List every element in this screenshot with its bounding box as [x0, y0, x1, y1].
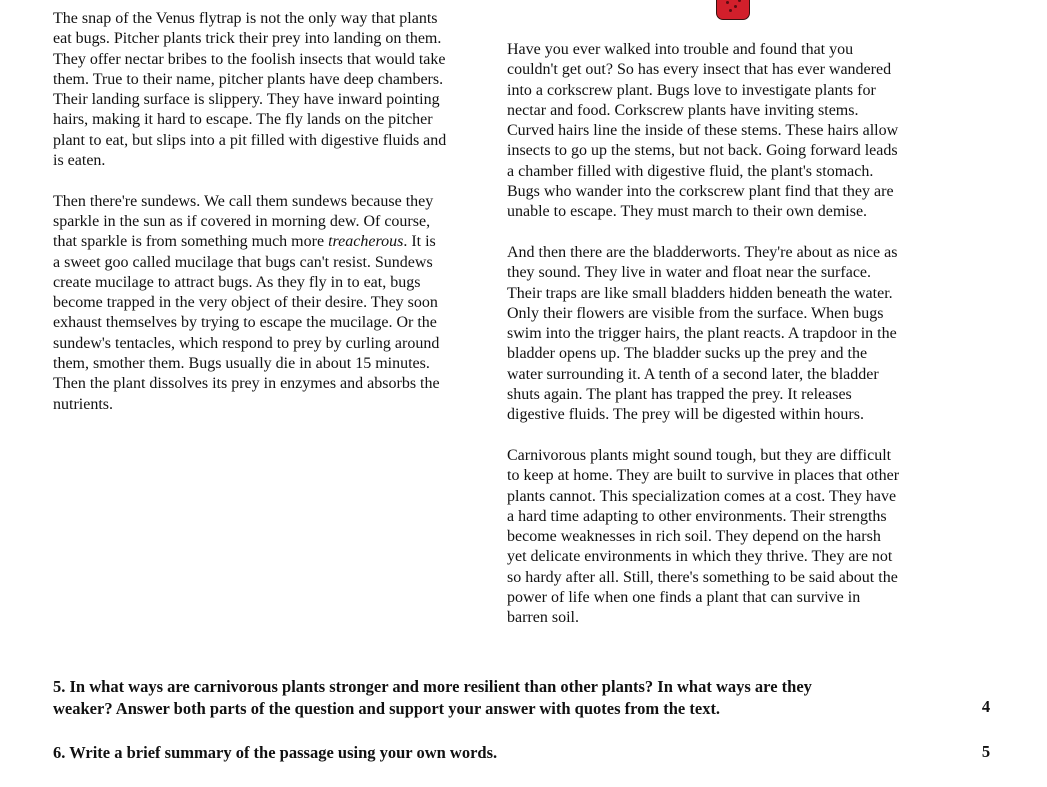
text-line: create mucilage to attract bugs. As they fly in to eat, bugs [53, 273, 421, 291]
italic-word: treacherous [328, 233, 404, 251]
conclusion-paragraph [507, 446, 947, 629]
text-line: Then there're sundews. We call them sundews because they [53, 192, 434, 210]
text-line: water surrounding it. A tenth of a second later, the bladder [507, 365, 879, 383]
text-line: Bugs who wander into the corkscrew plant find that they are [507, 183, 894, 201]
question-5-line-2: weaker? Answer both parts of the question and support your answer with quotes from the text. [53, 698, 721, 718]
text-line: Have you ever walked into trouble and found that you [507, 41, 854, 58]
corkscrew-plants-paragraph [507, 40, 947, 223]
carnivorous-plant-illustration-icon [716, 0, 750, 20]
text-line: become weaknesses in rich soil. They depend on the harsh [507, 528, 881, 546]
question-6 [53, 742, 497, 764]
text-line: Carnivorous plants might sound tough, but they are difficult [507, 446, 892, 464]
text-line: plant to eat, but slips into a pit filled with digestive fluids and [53, 131, 447, 149]
question-6-line-1: 6. Write a brief summary of the passage using your own words. [53, 743, 498, 762]
text-line: Then the plant dissolves its prey in enzymes and absorbs the [53, 375, 440, 393]
text-line [53, 232, 493, 252]
pitcher-plants-paragraph [53, 9, 493, 171]
question-5-line-1: 5. In what ways are carnivorous plants stronger and more resilient than other plants? In what ways are they [53, 677, 812, 696]
text-line: digestive fluids. The prey will be digested within hours. [507, 406, 864, 424]
text-line: become trapped in the very object of their desire. They soon [53, 294, 438, 312]
text-line: And then there are the bladderworts. They're about as nice as [507, 243, 898, 261]
text-line: insects to go up the stems, but not back. Going forward leads [507, 142, 898, 160]
text-line: into a corkscrew plant. Bugs love to investigate plants for [507, 81, 876, 99]
text-line: exhaust themselves by trying to escape the mucilage. Or the [53, 314, 437, 332]
text-line: swim into the trigger hairs, the plant reacts. A trapdoor in the [507, 325, 897, 343]
text-line: nectar and food. Corkscrew plants have inviting stems. [507, 101, 859, 119]
text-line: barren soil. [507, 609, 579, 627]
text-line: them, smother them. Bugs usually die in about 15 minutes. [53, 355, 430, 373]
text-line: Their landing surface is slippery. They have inward pointing [53, 91, 440, 109]
text-line: unable to escape. They must march to their own demise. [507, 203, 868, 221]
text-line: is eaten. [53, 152, 106, 170]
text-segment: . It is [403, 233, 436, 251]
text-line: The snap of the Venus flytrap is not the only way that plants [53, 10, 438, 27]
text-line: they sound. They live in water and float near the surface. [507, 264, 872, 282]
text-line: shuts again. The plant has trapped the prey. It releases [507, 386, 852, 404]
text-line: nutrients. [53, 395, 113, 413]
text-line: them. True to their name, pitcher plants have deep chambers. [53, 70, 444, 88]
text-line: to keep at home. They are built to survive in places that other [507, 467, 900, 485]
text-segment: that sparkle is from something much more [53, 233, 329, 251]
question-6-points: 5 [981, 742, 991, 761]
text-line: plants cannot. This specialization comes at a cost. They have [507, 487, 897, 505]
text-line: eat bugs. Pitcher plants trick their prey into landing on them. [53, 30, 442, 48]
text-line: bladder opens up. The bladder sucks up the prey and the [507, 345, 868, 363]
question-5-points: 4 [981, 697, 991, 716]
right-text-column [507, 40, 947, 649]
text-line: sparkle in the sun as if covered in morning dew. Of course, [53, 212, 431, 230]
text-line: yet delicate environments in which they thrive. They are not [507, 548, 893, 566]
text-line: so hardy after all. Still, there's something to be said about the [507, 568, 898, 586]
text-line: Their traps are like small bladders hidden beneath the water. [507, 284, 893, 302]
text-line: a chamber filled with digestive fluid, the plant's stomach. [507, 162, 874, 180]
text-line: hairs, making it hard to escape. The fly lands on the pitcher [53, 111, 433, 129]
text-line: a sweet goo called mucilage that bugs can't resist. Sundews [53, 253, 433, 271]
question-5 [53, 676, 812, 719]
text-line: a hard time adapting to other environments. Their strengths [507, 507, 887, 525]
text-line: power of life when one finds a plant that can survive in [507, 589, 861, 607]
text-line: They offer nectar bribes to the foolish insects that would take [53, 50, 446, 68]
text-line: sundew's tentacles, which respond to prey by curling around [53, 334, 440, 352]
bladderworts-paragraph [507, 243, 947, 426]
left-text-column [53, 9, 493, 435]
sundews-paragraph [53, 192, 493, 415]
text-line: Curved hairs line the inside of these stems. These hairs allow [507, 122, 899, 140]
text-line: couldn't get out? So has every insect that has ever wandered [507, 61, 892, 79]
text-line: Only their flowers are visible from the surface. When bugs [507, 304, 884, 322]
